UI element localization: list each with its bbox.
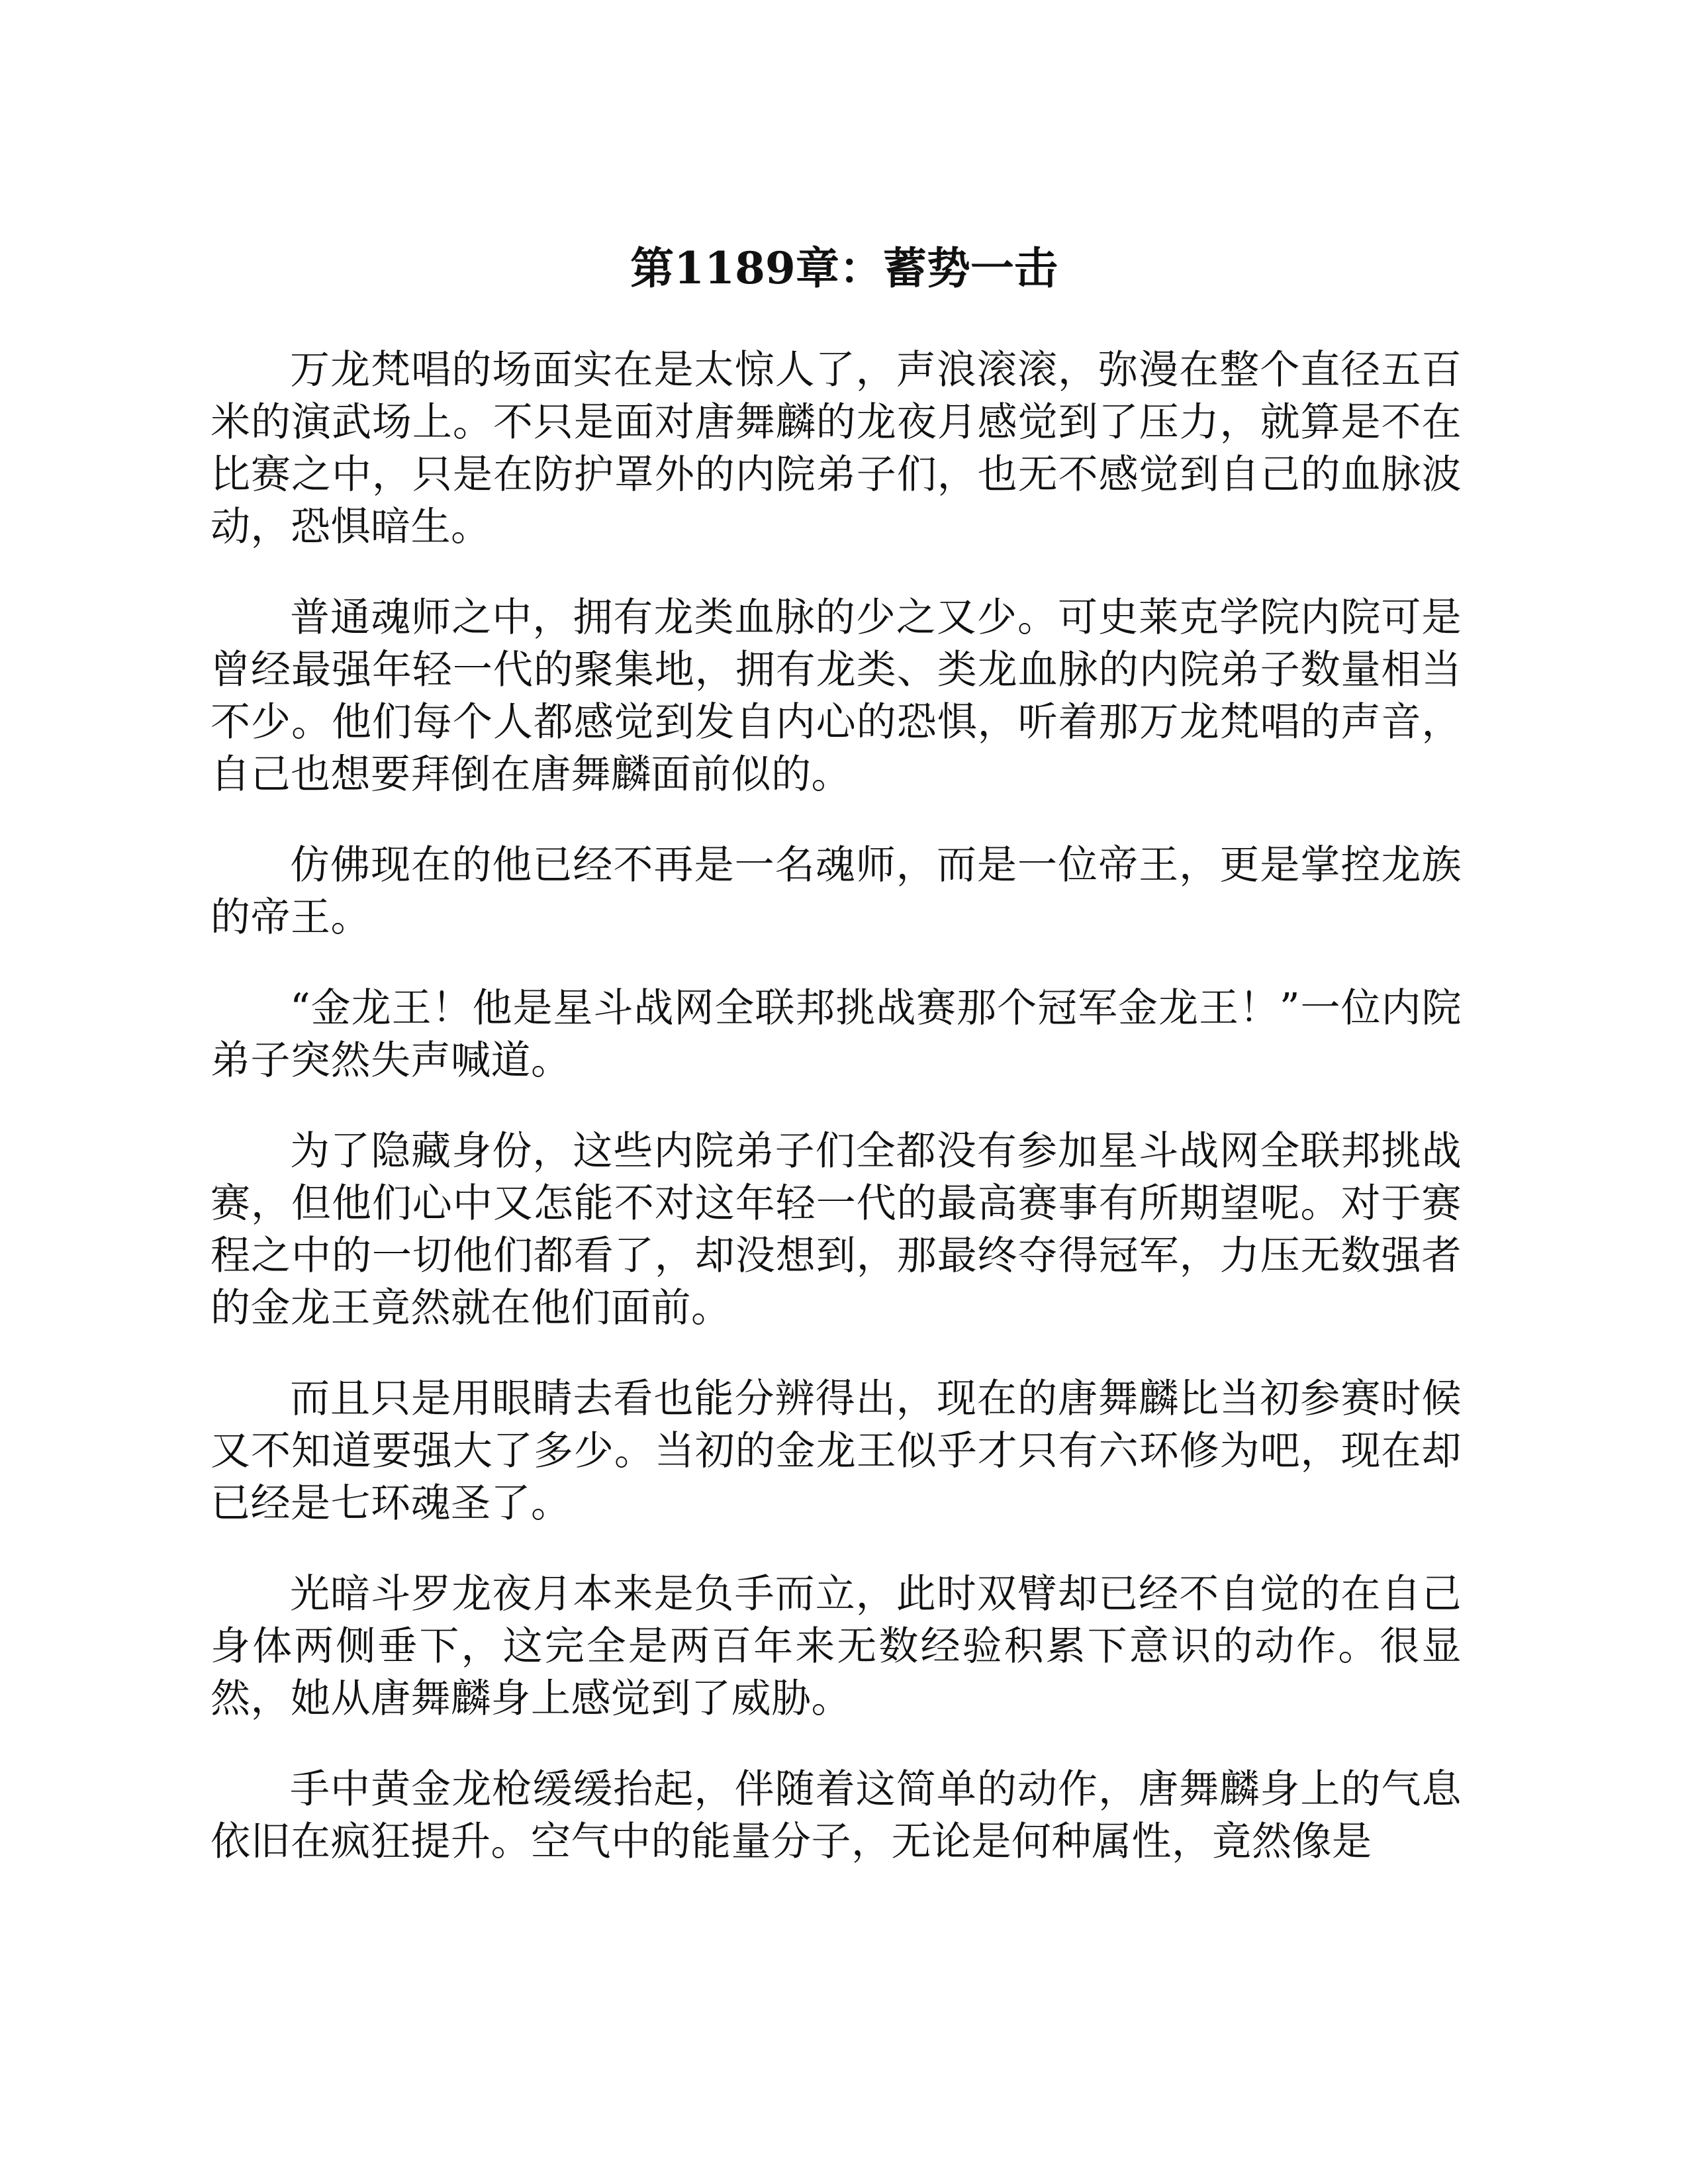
paragraph: 光暗斗罗龙夜月本来是负手而立，此时双臂却已经不自觉的在自己身体两侧垂下，这完全是两百年来无数经验积累下意识的动作。很显然，她从唐舞麟身上感觉到了威胁。 — [211, 1571, 1462, 1722]
paragraph: 为了隐藏身份，这些内院弟子们全都没有参加星斗战网全联邦挑战赛，但他们心中又怎能不对这年轻一代的最高赛事有所期望呢。对于赛程之中的一切他们都看了，却没想到，那最终夺得冠军，力压无数强者的金龙王竟然就在他们面前。 — [211, 1128, 1462, 1331]
chapter-title: 第1189章：蓄势一击 — [630, 242, 1058, 294]
chapter-body — [211, 344, 1462, 1907]
paragraph: 万龙梵唱的场面实在是太惊人了，声浪滚滚，弥漫在整个直径五百米的演武场上。不只是面对唐舞麟的龙夜月感觉到了压力，就算是不在比赛之中，只是在防护罩外的内院弟子们，也无不感觉到自己的血脉波动，恐惧暗生。 — [211, 347, 1462, 550]
paragraph: 仿佛现在的他已经不再是一名魂师，而是一位帝王，更是掌控龙族的帝王。 — [211, 842, 1462, 941]
paragraph: 而且只是用眼睛去看也能分辨得出，现在的唐舞麟比当初参赛时候又不知道要强大了多少。当初的金龙王似乎才只有六环修为吧，现在却已经是七环魂圣了。 — [211, 1376, 1462, 1527]
paragraph: 手中黄金龙枪缓缓抬起，伴随着这简单的动作，唐舞麟身上的气息依旧在疯狂提升。空气中的能量分子，无论是何种属性，竟然像是 — [211, 1766, 1462, 1865]
paragraph: “金龙王！他是星斗战网全联邦挑战赛那个冠军金龙王！”一位内院弟子突然失声喊道。 — [211, 985, 1462, 1084]
paragraph: 普通魂师之中，拥有龙类血脉的少之又少。可史莱克学院内院可是曾经最强年轻一代的聚集地，拥有龙类、类龙血脉的内院弟子数量相当不少。他们每个人都感觉到发自内心的恐惧，听着那万龙梵唱的声音，自己也想要拜倒在唐舞麟面前似的。 — [211, 594, 1462, 798]
